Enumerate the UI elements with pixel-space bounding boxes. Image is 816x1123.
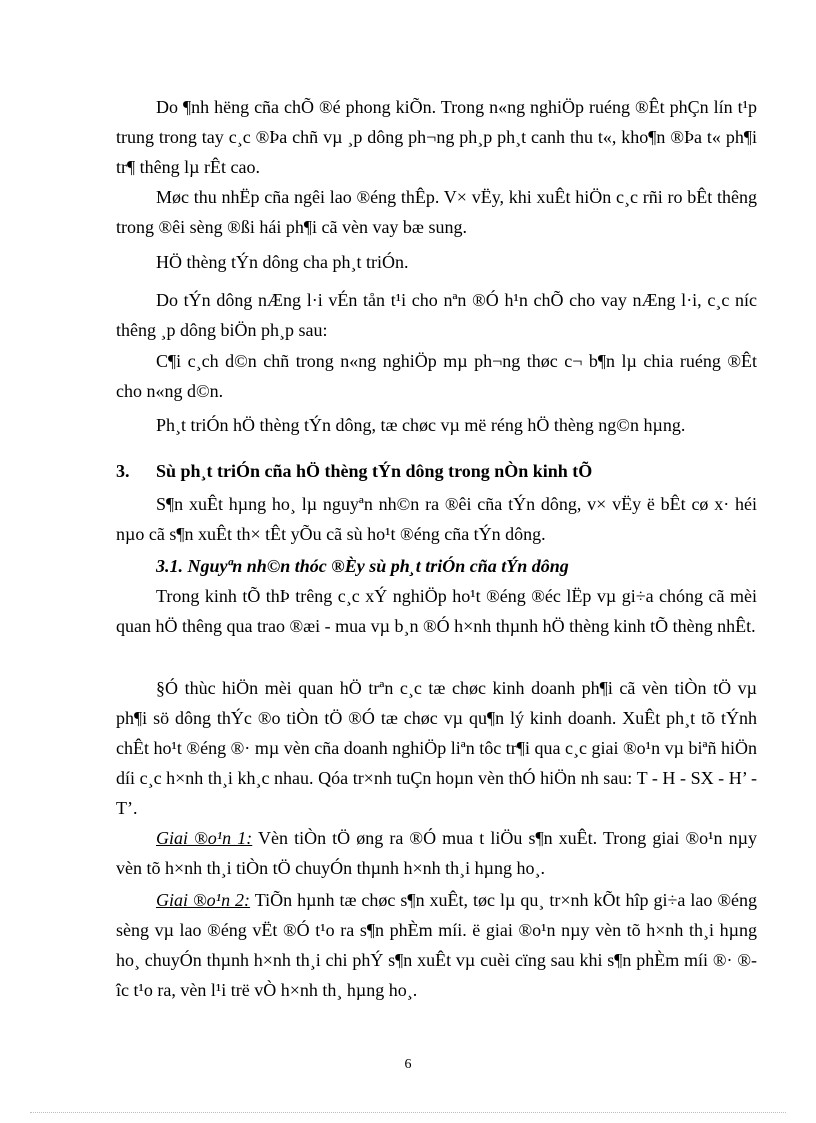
paragraph-commodity-production: S¶n xuÊt hµng ho¸ lµ nguyªn nh©n ra ®êi cña tÝn dông, v× vËy ë bÊt cø x· héi nµo cã s¶n xuÊt th× tÊt yÕu cã sù ho¹t ®éng cña tÝn dông. (116, 494, 757, 544)
paragraph-credit-undeveloped: HÖ thèng tÝn dông cha ph¸t triÓn. (156, 252, 409, 272)
page-number: 6 (404, 1057, 412, 1072)
paragraph-stage-1 (116, 823, 757, 883)
page-bottom-divider (30, 1112, 786, 1113)
section-number: 3. (116, 461, 130, 481)
paragraph-stage-2 (116, 885, 757, 1005)
section-title: Sù ph¸t triÓn cña hÖ thèng tÝn dông trong nÒn kinh tÕ (156, 461, 593, 481)
section-heading (116, 456, 757, 486)
stage-2-label: Giai ®o¹n 2: (156, 890, 251, 910)
stage-1-text: Vèn tiÒn tÖ øng ra ®Ó mua t liÖu s¶n xuÊt. Trong giai ®o¹n nµy vèn tõ h×nh th¸i tiÒn tÖ chuyÓn thµnh h×nh th¸i hµng ho¸. (116, 828, 757, 878)
paragraph-usury-measures: Do tÝn dông nÆng l·i vÉn tån t¹i cho nªn ®Ó h¹n chÕ cho vay nÆng l·i, c¸c níc thêng ¸p dông biÖn ph¸p sau: (116, 290, 757, 340)
paragraph-market-economy: Trong kinh tÕ thÞ trêng c¸c xÝ nghiÖp ho¹t ®éng ®éc lËp vµ gi÷a chóng cã mèi quan hÖ thêng qua trao ®æi - mua vµ b¸n ®Ó h×nh thµnh hÖ thèng kinh tÕ thèng nhÊt. (116, 586, 757, 636)
paragraph-low-income: Møc thu nhËp cña ngêi lao ®éng thÊp. V× vËy, khi xuÊt hiÖn c¸c rñi ro bÊt thêng trong ®êi sèng ®ßi hái ph¶i cã vèn vay bæ sung. (116, 187, 757, 237)
stage-1-label: Giai ®o¹n 1: (156, 828, 253, 848)
subsection-heading: 3.1. Nguyªn nh©n thóc ®Èy sù ph¸t triÓn cña tÝn dông (156, 556, 569, 576)
paragraph-feudal-influence: Do ¶nh hëng cña chÕ ®é phong kiÕn. Trong n«ng nghiÖp ruéng ®Êt phÇn lín t¹p trung trong tay c¸c ®Þa chñ vµ ¸p dông ph¬ng ph¸p ph¸t canh thu t«, kho¶n ®Þa t« ph¶i tr¶ thêng lµ rÊt cao. (116, 97, 757, 177)
paragraph-banking-development: Ph¸t triÓn hÖ thèng tÝn dông, tæ chøc vµ më réng hÖ thèng ng©n hµng. (156, 415, 686, 435)
paragraph-land-reform: C¶i c¸ch d©n chñ trong n«ng nghiÖp mµ ph¬ng thøc c¬ b¶n lµ chia ruéng ®Êt cho n«ng d©n. (116, 351, 757, 401)
stage-2-text: TiÕn hµnh tæ chøc s¶n xuÊt, tøc lµ qu¸ tr×nh kÕt hîp gi÷a lao ®éng sèng vµ lao ®éng vËt ®Ó t¹o ra s¶n phÈm míi. ë giai ®o¹n nµy vèn tõ h×nh th¸i hµng ho¸ chuyÓn thµnh h×nh th¸i chi phÝ s¶n xuÊt vµ cuèi cïng sau khi s¶n phÈm míi ®· ®îc t¹o ra, vèn l¹i trë vÒ h×nh th¸ hµng ho¸. (116, 890, 757, 1000)
paragraph-capital-circulation: §Ó thùc hiÖn mèi quan hÖ trªn c¸c tæ chøc kinh doanh ph¶i cã vèn tiÒn tÖ vµ ph¶i sö dông thÝc ®o tiÒn tÖ ®Ó tæ chøc vµ qu¶n lý kinh doanh. XuÊt ph¸t tõ tÝnh chÊt ho¹t ®éng ®· mµ vèn cña doanh nghiÖp liªn tôc tr¶i qua c¸c giai ®o¹n vµ biªñ hiÖn díi c¸c h×nh th¸i kh¸c nhau. Qóa tr×nh tuÇn hoµn vèn thÓ hiÖn nh sau: T - H - SX - H’ - T’. (116, 678, 757, 818)
